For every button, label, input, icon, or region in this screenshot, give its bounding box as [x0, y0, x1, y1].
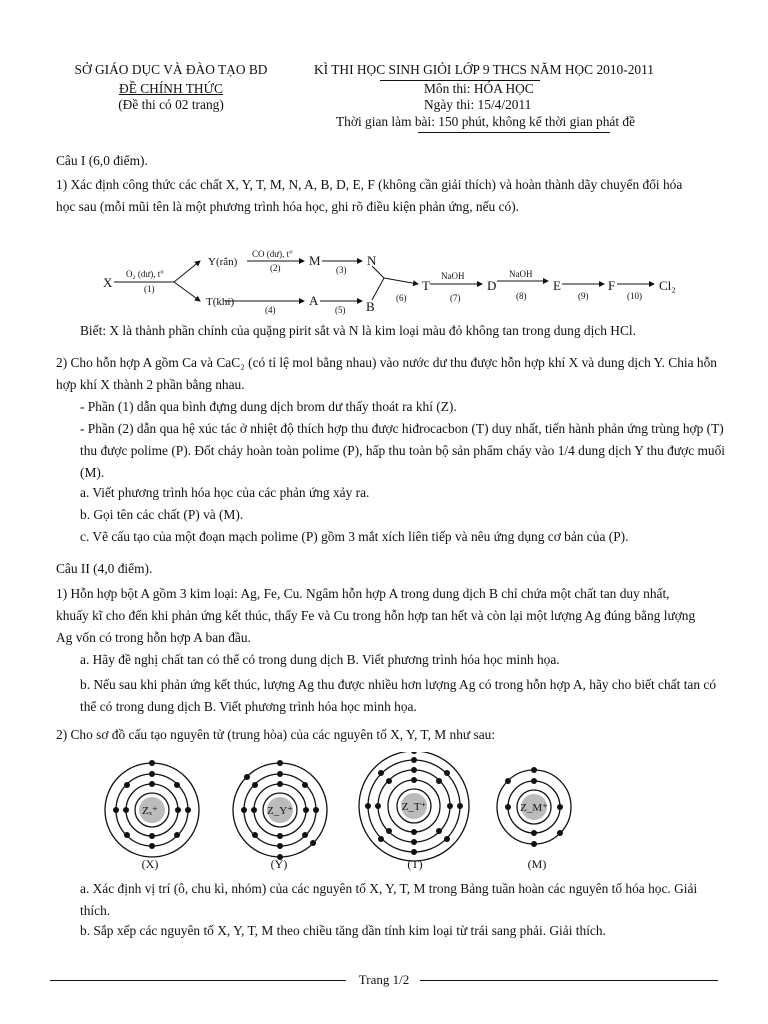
header-exam-title: KÌ THI HỌC SINH GIỎI LỚP 9 THCS NĂM HỌC 2010-2011	[314, 62, 654, 77]
q1-item-b: b. Gọi tên các chất (P) và (M).	[80, 507, 244, 522]
atom-label-Y: (Y)	[270, 857, 288, 871]
scheme-B: B	[366, 299, 375, 314]
scheme-D: D	[487, 278, 497, 293]
header-subject: Môn thi: HÓA HỌC	[424, 81, 534, 96]
scheme-num-1: (1)	[144, 284, 155, 294]
atom-nucleus-Y: Z_Y⁺	[267, 805, 293, 817]
atom-nucleus-T: Z_T⁺	[401, 801, 427, 813]
q1-part2-portion2: - Phần (2) dẫn qua hệ xúc tác ở nhiệt độ thích hợp thu được hiđrocacbon (T) duy nhất, tiến hành phản ứng trùng hợp (T) thu được polime (P). Đốt cháy hoàn toàn polime (P), hấp thu toàn bộ sản phẩm cháy vào 1/4 dung dịch Y thu được muối (M).	[80, 421, 726, 480]
q1-note: Biết: X là thành phần chính của quặng pirit sắt và N là kim loại màu đỏ không tan trong dung dịch HCl.	[80, 323, 636, 338]
q2-item-a2: a. Xác định vị trí (ô, chu kì, nhóm) của các nguyên tố X, Y, T, M trong Bảng tuần hoàn các nguyên tố hóa học. Giải thích.	[80, 881, 698, 918]
header-date: Ngày thi: 15/4/2011	[424, 97, 532, 112]
scheme-N: N	[367, 253, 377, 268]
atom-nucleus-M: Z_M⁺	[520, 802, 548, 814]
q2-item-b1: b. Nếu sau khi phản ứng kết thúc, lượng Ag thu được nhiều hơn lượng Ag có trong hỗn hợp A, hãy cho biết chất tan có thể có trong dung dịch B. Viết phương trình hóa học minh họa.	[80, 677, 717, 714]
q1-part1-text: 1) Xác định công thức các chất X, Y, T, M, N, A, B, D, E, F (không cần giải thích) và hoàn thành dãy chuyển đổi hóa học sau (mỗi mũi tên là một phương trình hóa học, ghi rõ điều kiện phản ứng, nếu có).	[56, 177, 683, 214]
header-department: SỞ GIÁO DỤC VÀ ĐÀO TẠO BD	[74, 62, 268, 77]
atom-label-M: (M)	[527, 857, 547, 871]
q2-part1-text: 1) Hỗn hợp bột A gồm 3 kim loại: Ag, Fe, Cu. Ngâm hỗn hợp A trong dung dịch B chỉ chứa một chất tan duy nhất, khuấy kĩ cho đến khi phản ứng kết thúc, thấy Fe và Cu trong hỗn hợp tan hết và còn lại một lượng Ag đúng bằng lượng Ag vốn có trong hỗn hợp A ban đầu.	[56, 586, 696, 645]
reaction-scheme	[0, 248, 768, 318]
scheme-Y: Y(rắn)	[208, 256, 238, 268]
scheme-F: F	[608, 278, 616, 293]
header-underline	[418, 132, 610, 133]
scheme-A: A	[309, 293, 319, 308]
q1-item-c: c. Vẽ cấu tạo của một đoạn mạch polime (P) gồm 3 mắt xích liên tiếp và nêu ứng dụng cơ bản của (P).	[80, 529, 629, 544]
scheme-T: T	[422, 278, 430, 293]
scheme-num-7: (7)	[450, 293, 461, 303]
scheme-T-gas: T(khí)	[206, 296, 235, 308]
page-number: Trang 1/2	[358, 972, 410, 987]
scheme-num-6: (6)	[396, 293, 407, 303]
q1-part2-text: 2) Cho hỗn hợp A gồm Ca và CaC₂ (có tỉ lệ mol bằng nhau) vào nước dư thu được hỗn hợp khí X và dung dịch Y. Chia hỗn hợp khí X thành 2 phần bằng nhau.	[56, 355, 717, 392]
scheme-num-5: (5)	[335, 305, 346, 315]
header-duration: Thời gian làm bài: 150 phút, không kể thời gian phát đề	[336, 114, 636, 129]
atom-nucleus-X: Zₓ⁺	[142, 805, 158, 817]
scheme-cond-1: O₂ (dư), t°	[126, 269, 164, 279]
scheme-M: M	[309, 253, 321, 268]
scheme-cond-6: NaOH	[441, 271, 465, 281]
q2-part2-text: 2) Cho sơ đồ cấu tạo nguyên tử (trung hòa) của các nguyên tố X, Y, T, M như sau:	[56, 727, 496, 742]
atom-label-X: (X)	[141, 857, 159, 871]
q2-item-b2: b. Sắp xếp các nguyên tố X, Y, T, M theo chiều tăng dần tính kim loại từ trái sang phải. Giải thích.	[80, 923, 606, 938]
scheme-X: X	[103, 275, 113, 290]
q2-item-a1: a. Hãy đề nghị chất tan có thể có trong dung dịch B. Viết phương trình hóa học minh họa.	[80, 652, 560, 667]
scheme-num-2: (2)	[270, 263, 281, 273]
scheme-cond-2: CO (dư), t°	[252, 249, 293, 259]
scheme-cond-7: NaOH	[509, 269, 533, 279]
atom-label-T: (T)	[407, 857, 423, 871]
q1-item-a: a. Viết phương trình hóa học của các phản ứng xảy ra.	[80, 485, 370, 500]
header-official: ĐỀ CHÍNH THỨC	[119, 81, 223, 96]
scheme-Cl2: Cl₂	[659, 278, 676, 293]
atom-diagrams	[0, 752, 768, 882]
q1-title: Câu I (6,0 điểm).	[56, 153, 148, 168]
scheme-num-3: (3)	[336, 265, 347, 275]
scheme-num-10: (10)	[627, 291, 642, 301]
header-pages-note: (Đề thi có 02 trang)	[118, 97, 224, 112]
scheme-num-8: (8)	[516, 291, 527, 301]
scheme-num-4: (4)	[265, 305, 276, 315]
q2-title: Câu II (4,0 điểm).	[56, 561, 153, 576]
scheme-num-9: (9)	[578, 291, 589, 301]
q1-part2-portion1: - Phần (1) dẫn qua bình đựng dung dịch brom dư thấy thoát ra khí (Z).	[80, 399, 457, 414]
scheme-E: E	[553, 278, 561, 293]
